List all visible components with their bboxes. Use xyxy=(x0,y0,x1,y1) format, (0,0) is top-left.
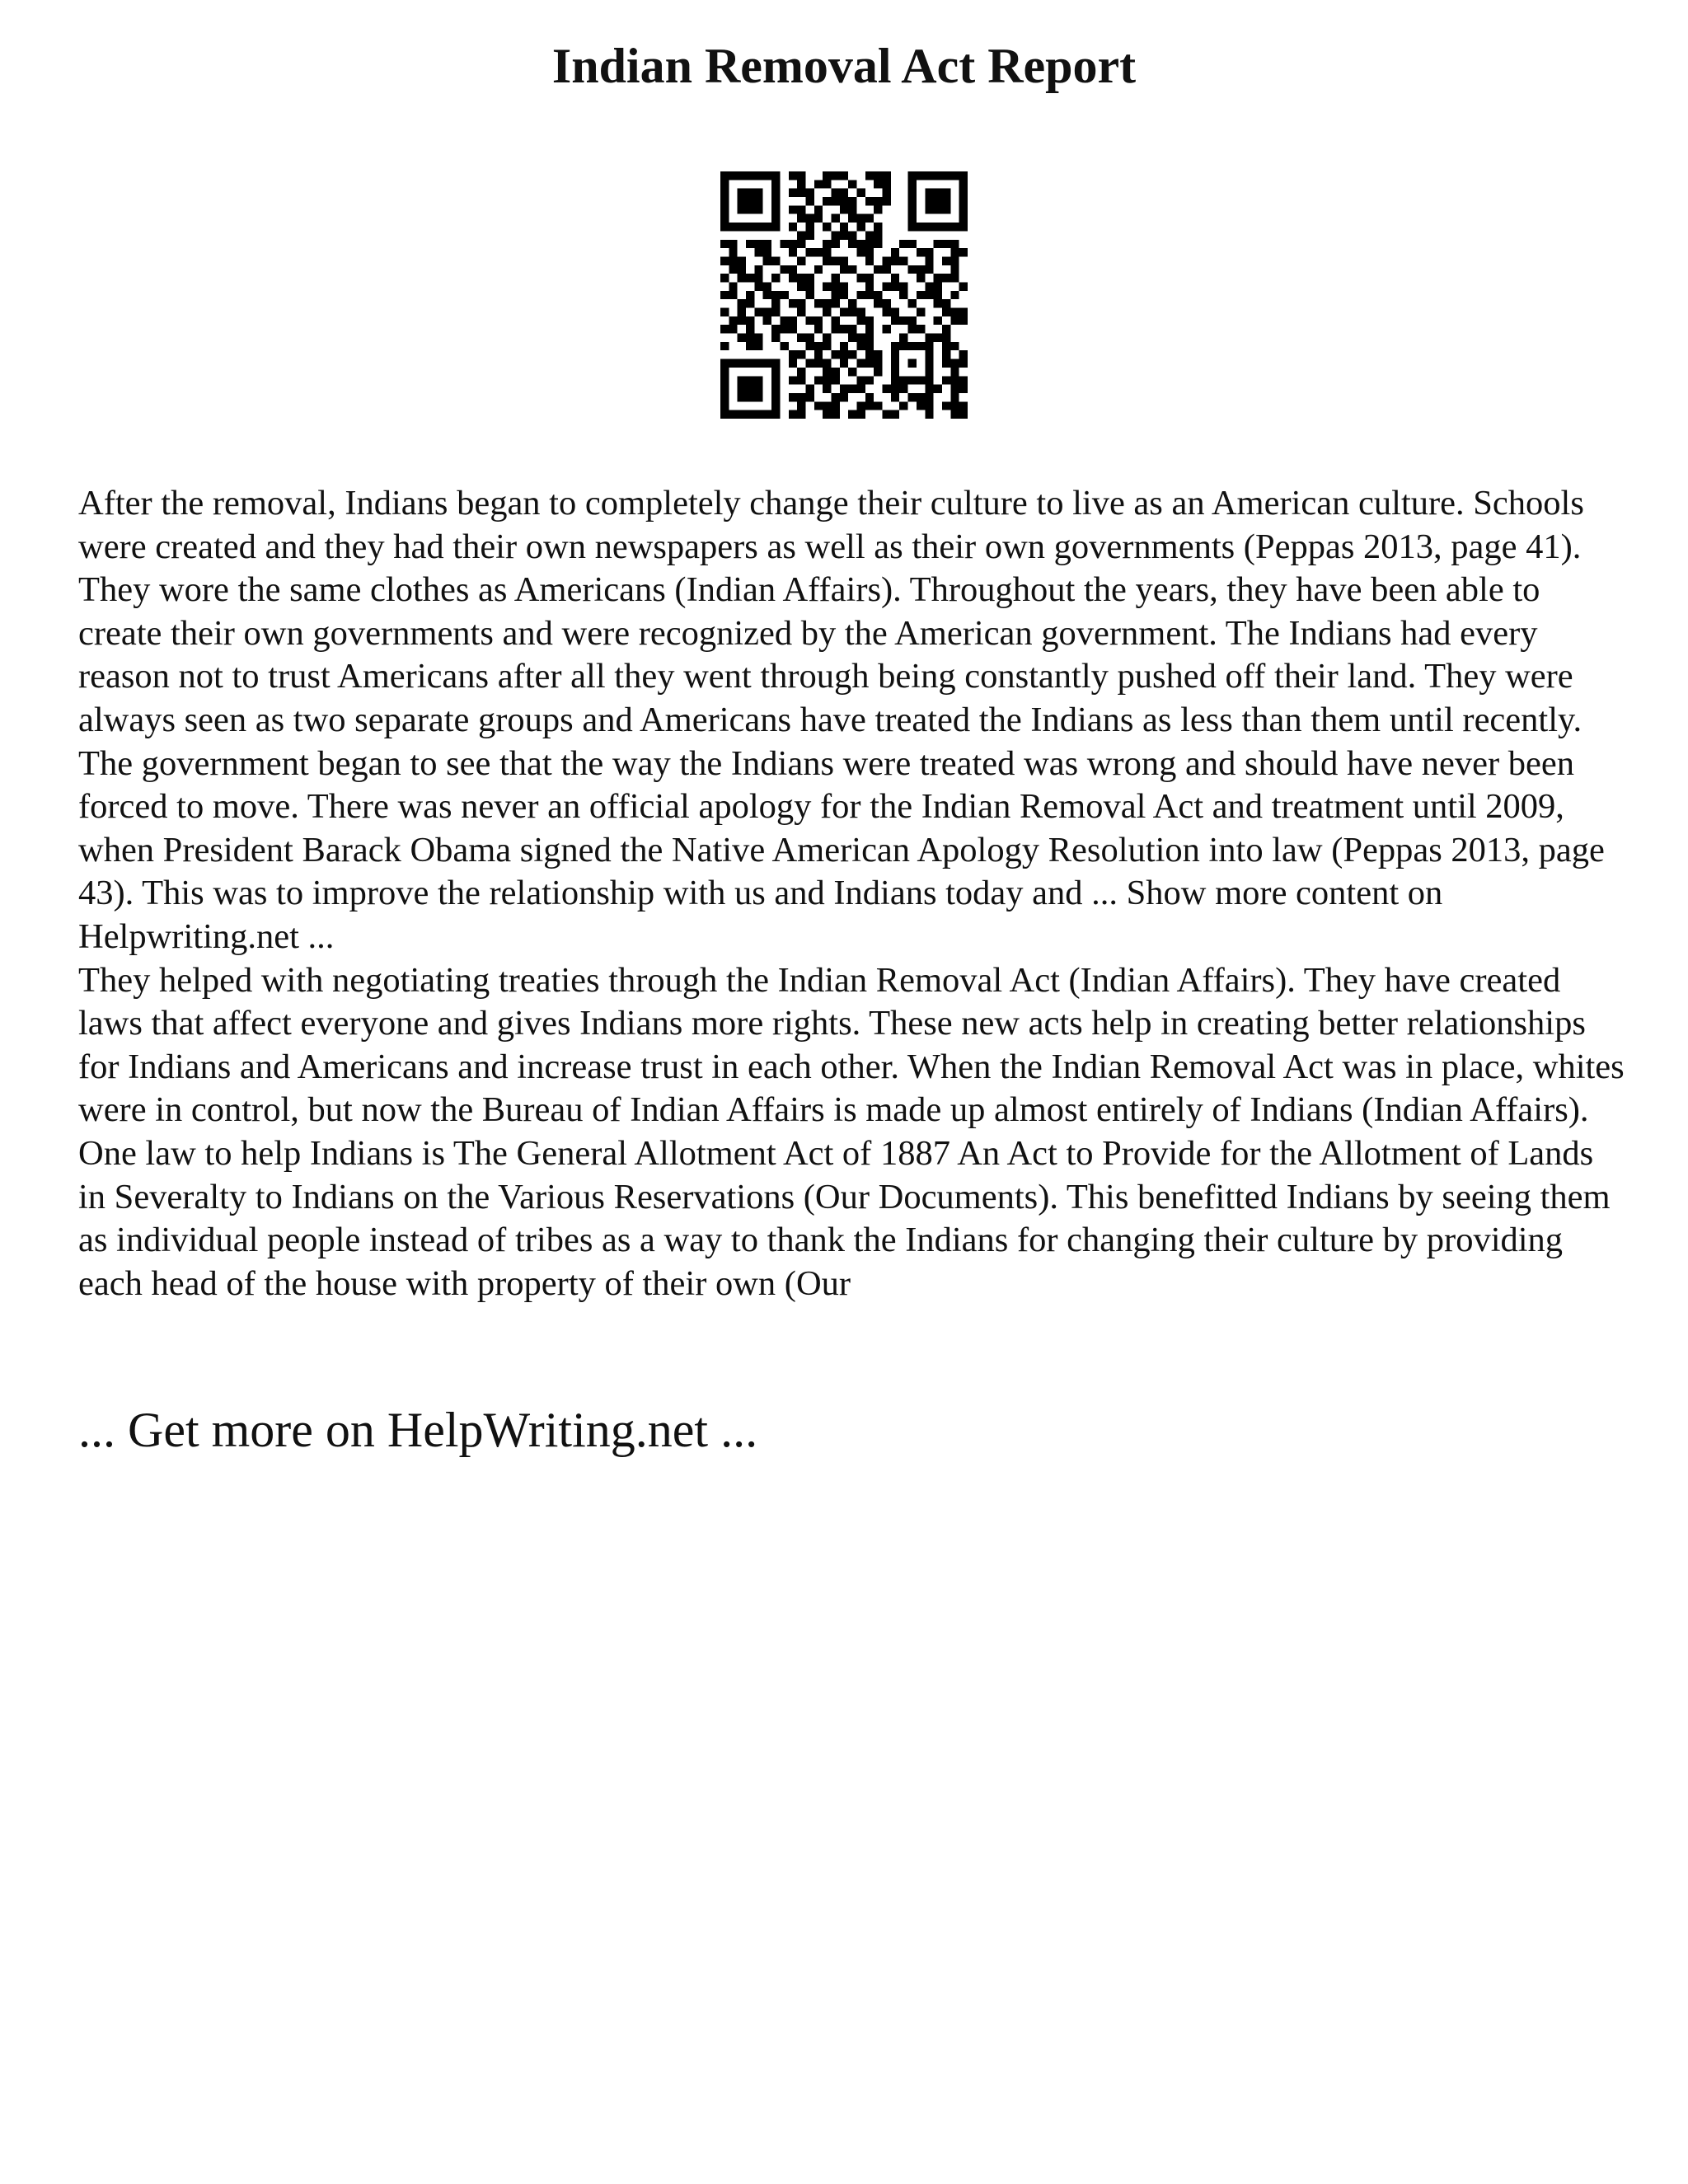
qr-code-icon xyxy=(720,171,968,419)
page-title: Indian Removal Act Report xyxy=(551,39,1137,93)
paragraph-3: One law to help Indians is The General Allotment Act of 1887 An Act to Provide for the Allotment of Lands in Severalty to Indians on the Various Reservations (Our Documents). This benefitted Indians by seeing them as individual people instead of tribes as a way to thank the Indians for changing their culture by providing each head of the house with property of their own (Our xyxy=(78,1133,1611,1303)
get-more-link[interactable]: ... Get more on HelpWriting.net ... xyxy=(78,1403,758,1457)
paragraph-1: After the removal, Indians began to completely change their culture to live as an American culture. Schools were created and they had their own newspapers as well as their own governments (Peppas 2013, page 41). They wore the same clothes as Americans (Indian Affairs). Throughout the years, they have been able to create their own governments and were recognized by the American government. The Indians had every reason not to trust Americans after all they went through being constantly pushed off their land. They were always seen as two separate groups and Americans have treated the Indians as less than them until recently. The government began to see that the way the Indians were treated was wrong and should have never been forced to move. There was never an official apology for the Indian Removal Act and treatment until 2009, when President Barack Obama signed the Native American Apology Resolution into law (Peppas 2013, page 43). This was to improve the relationship with us and Indians today and ... Show more content on Helpwriting.net ... xyxy=(78,484,1605,956)
body-text xyxy=(78,482,1628,1305)
paragraph-2: They helped with negotiating treaties through the Indian Removal Act (Indian Affairs). They have created laws that affect everyone and gives Indians more rights. These new acts help in creating better relationships for Indians and Americans and increase trust in each other. When the Indian Removal Act was in place, whites were in control, but now the Bureau of Indian Affairs is made up almost entirely of Indians (Indian Affairs). xyxy=(78,960,1625,1130)
